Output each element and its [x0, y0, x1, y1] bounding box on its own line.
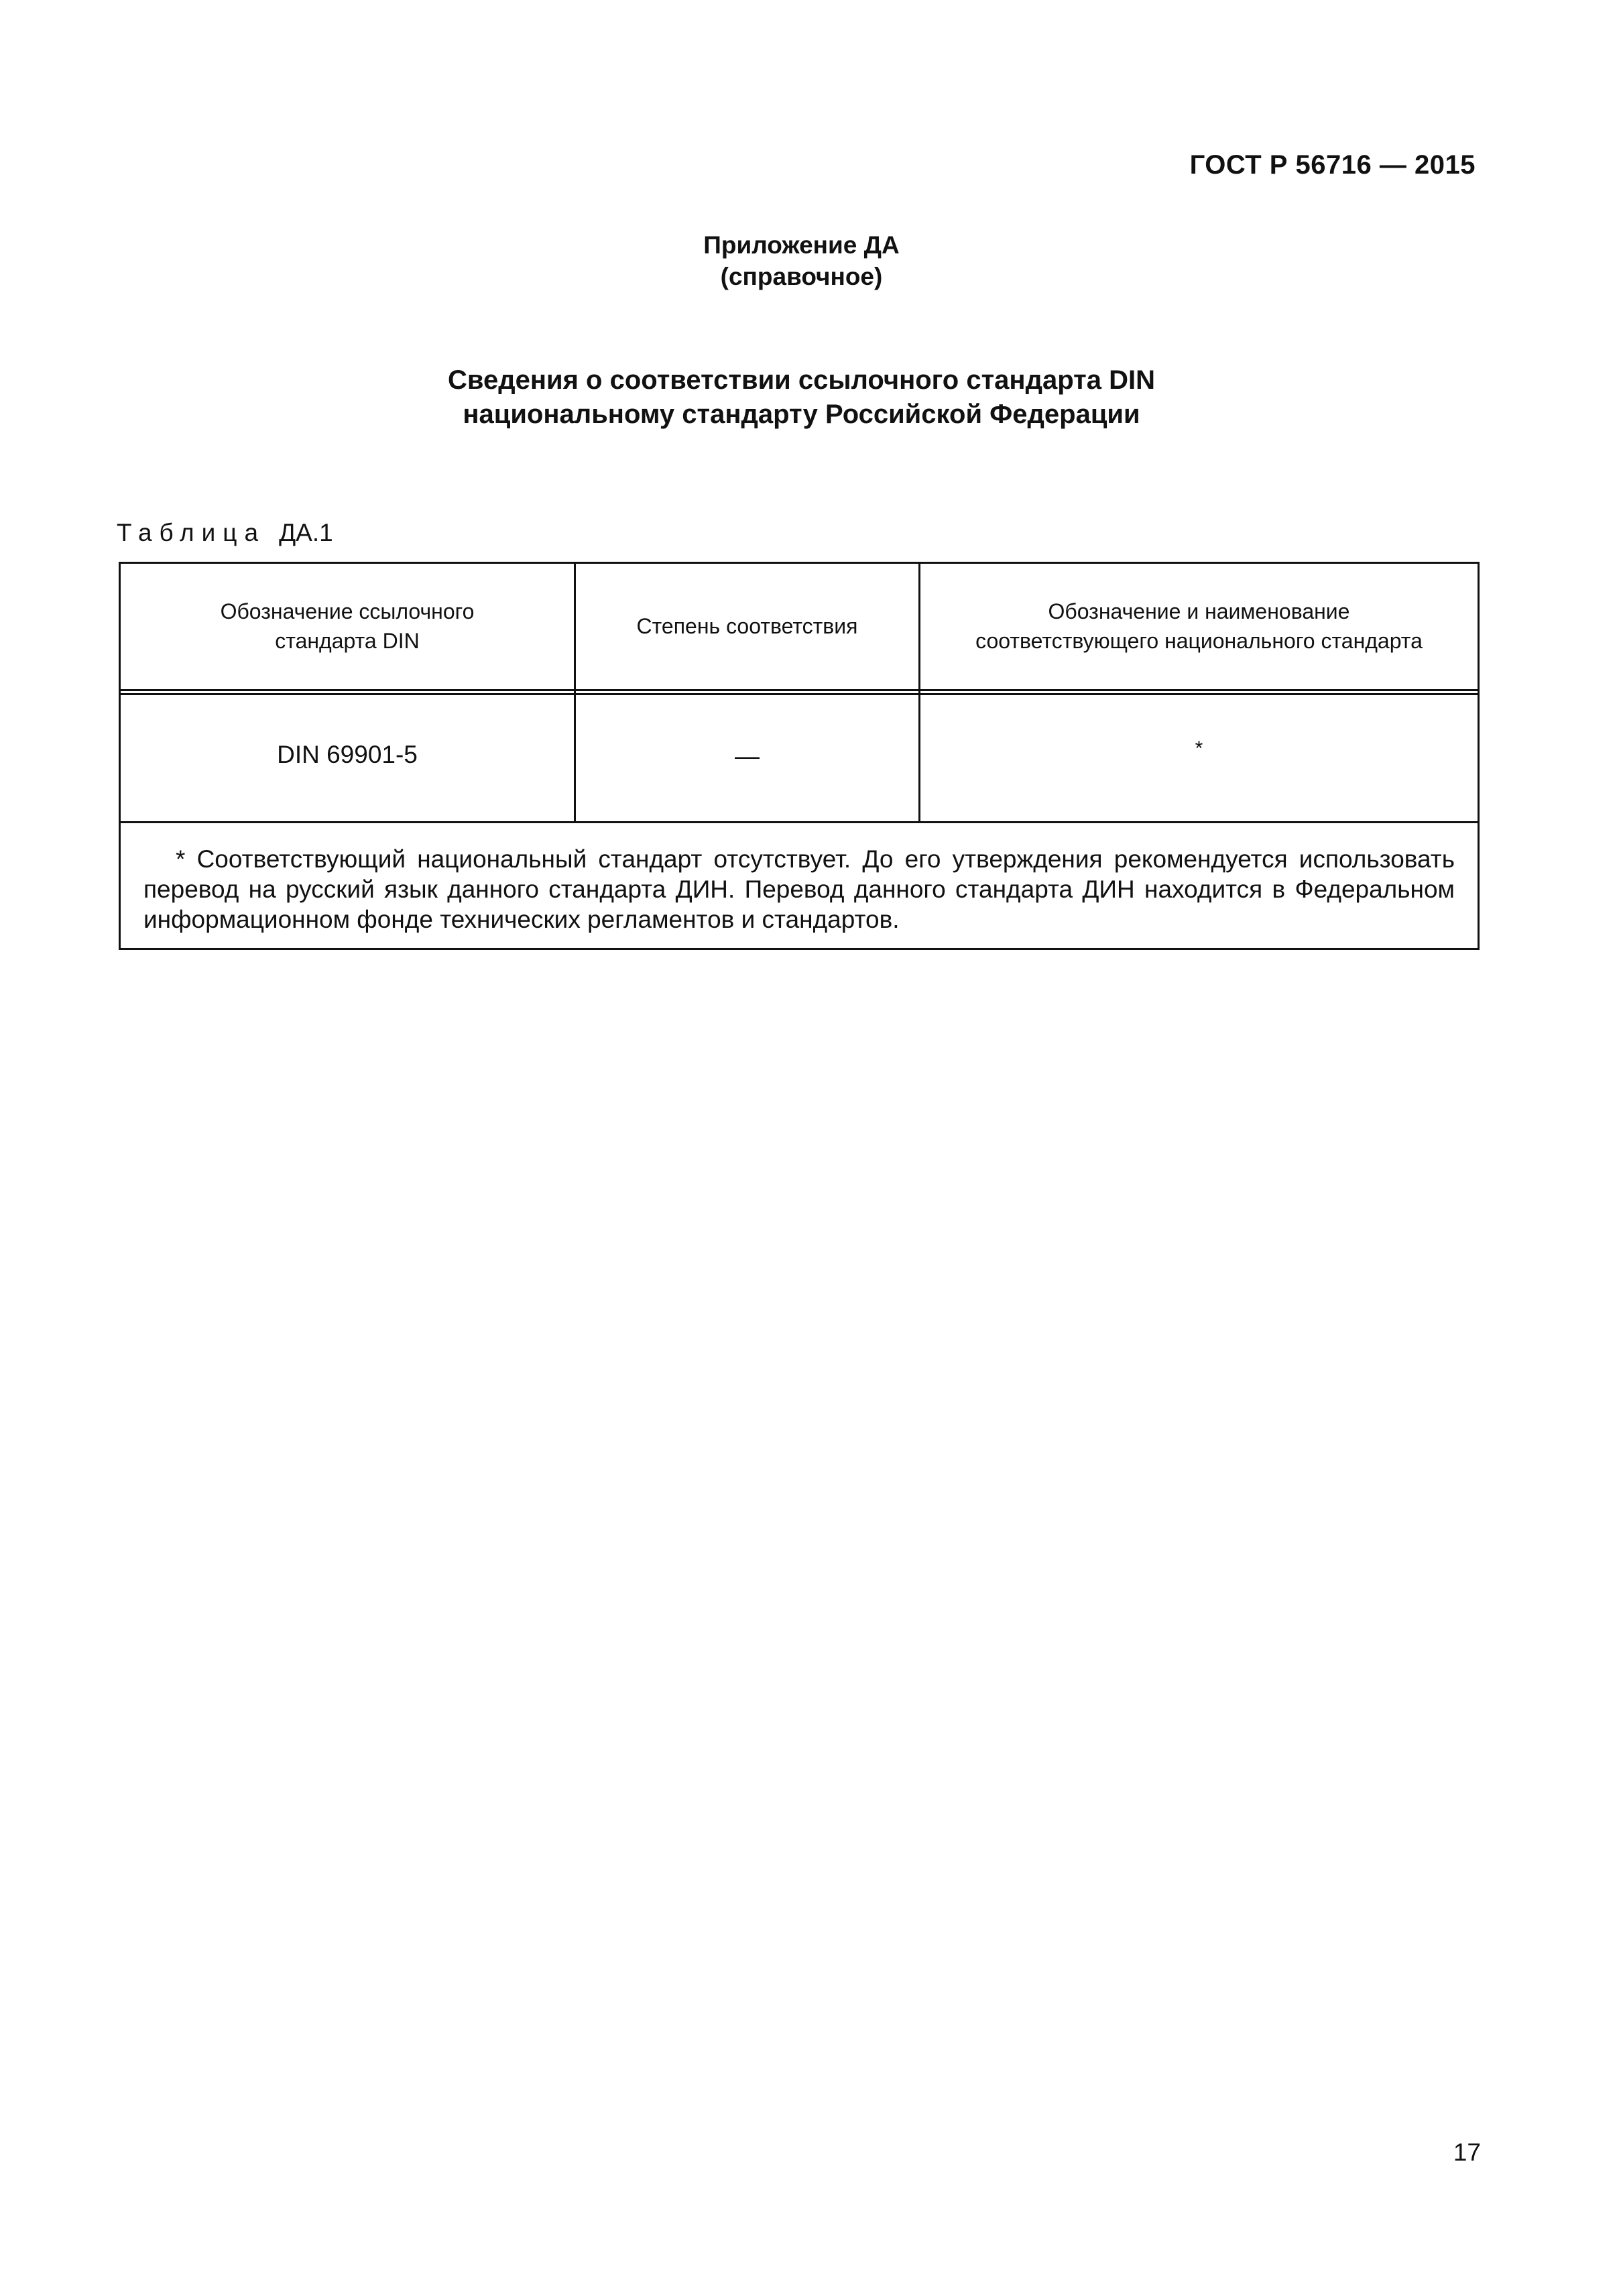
header-national-line-1: Обозначение и наименование — [1048, 599, 1350, 623]
table-header-divider — [121, 689, 1478, 691]
annex-heading — [0, 229, 1603, 293]
reference-table — [119, 562, 1480, 950]
header-degree-label: Степень соответствия — [636, 613, 858, 638]
annex-kind: (справочное) — [720, 263, 883, 291]
table-note-divider — [121, 821, 1478, 823]
table-header-designation — [121, 564, 574, 689]
section-title — [0, 363, 1603, 432]
table-header-degree — [576, 564, 918, 689]
table-cell-national-standard: * — [1195, 737, 1203, 760]
header-designation-line-1: Обозначение ссылочного — [220, 599, 475, 623]
section-title-line-2: национальному стандарту Российской Федерации — [463, 399, 1140, 429]
header-designation-line-2: стандарта DIN — [275, 628, 420, 653]
header-national-line-2: соответствующего национального стандарта — [975, 628, 1423, 653]
table-cell-degree: — — [735, 742, 760, 770]
document-number: ГОСТ Р 56716 — 2015 — [1189, 150, 1476, 180]
page-number: 17 — [1453, 2138, 1481, 2166]
annex-title: Приложение ДА — [703, 231, 900, 259]
table-caption-word: Таблица — [117, 519, 266, 546]
table-header-national-standard — [920, 564, 1478, 689]
table-footnote: * Соответствующий национальный стандарт отсутствует. До его утверждения рекомендуется использовать перевод на русский язык данного стандарта ДИН. Перевод данного стандарта ДИН находится в Федеральном информационном фонде технических регламентов и стандартов. — [143, 845, 1455, 934]
table-cell-designation: DIN 69901-5 — [277, 741, 418, 768]
table-caption — [117, 519, 333, 547]
table-caption-number: ДА.1 — [279, 519, 333, 546]
section-title-line-1: Сведения о соответствии ссылочного стандарта DIN — [448, 365, 1155, 395]
